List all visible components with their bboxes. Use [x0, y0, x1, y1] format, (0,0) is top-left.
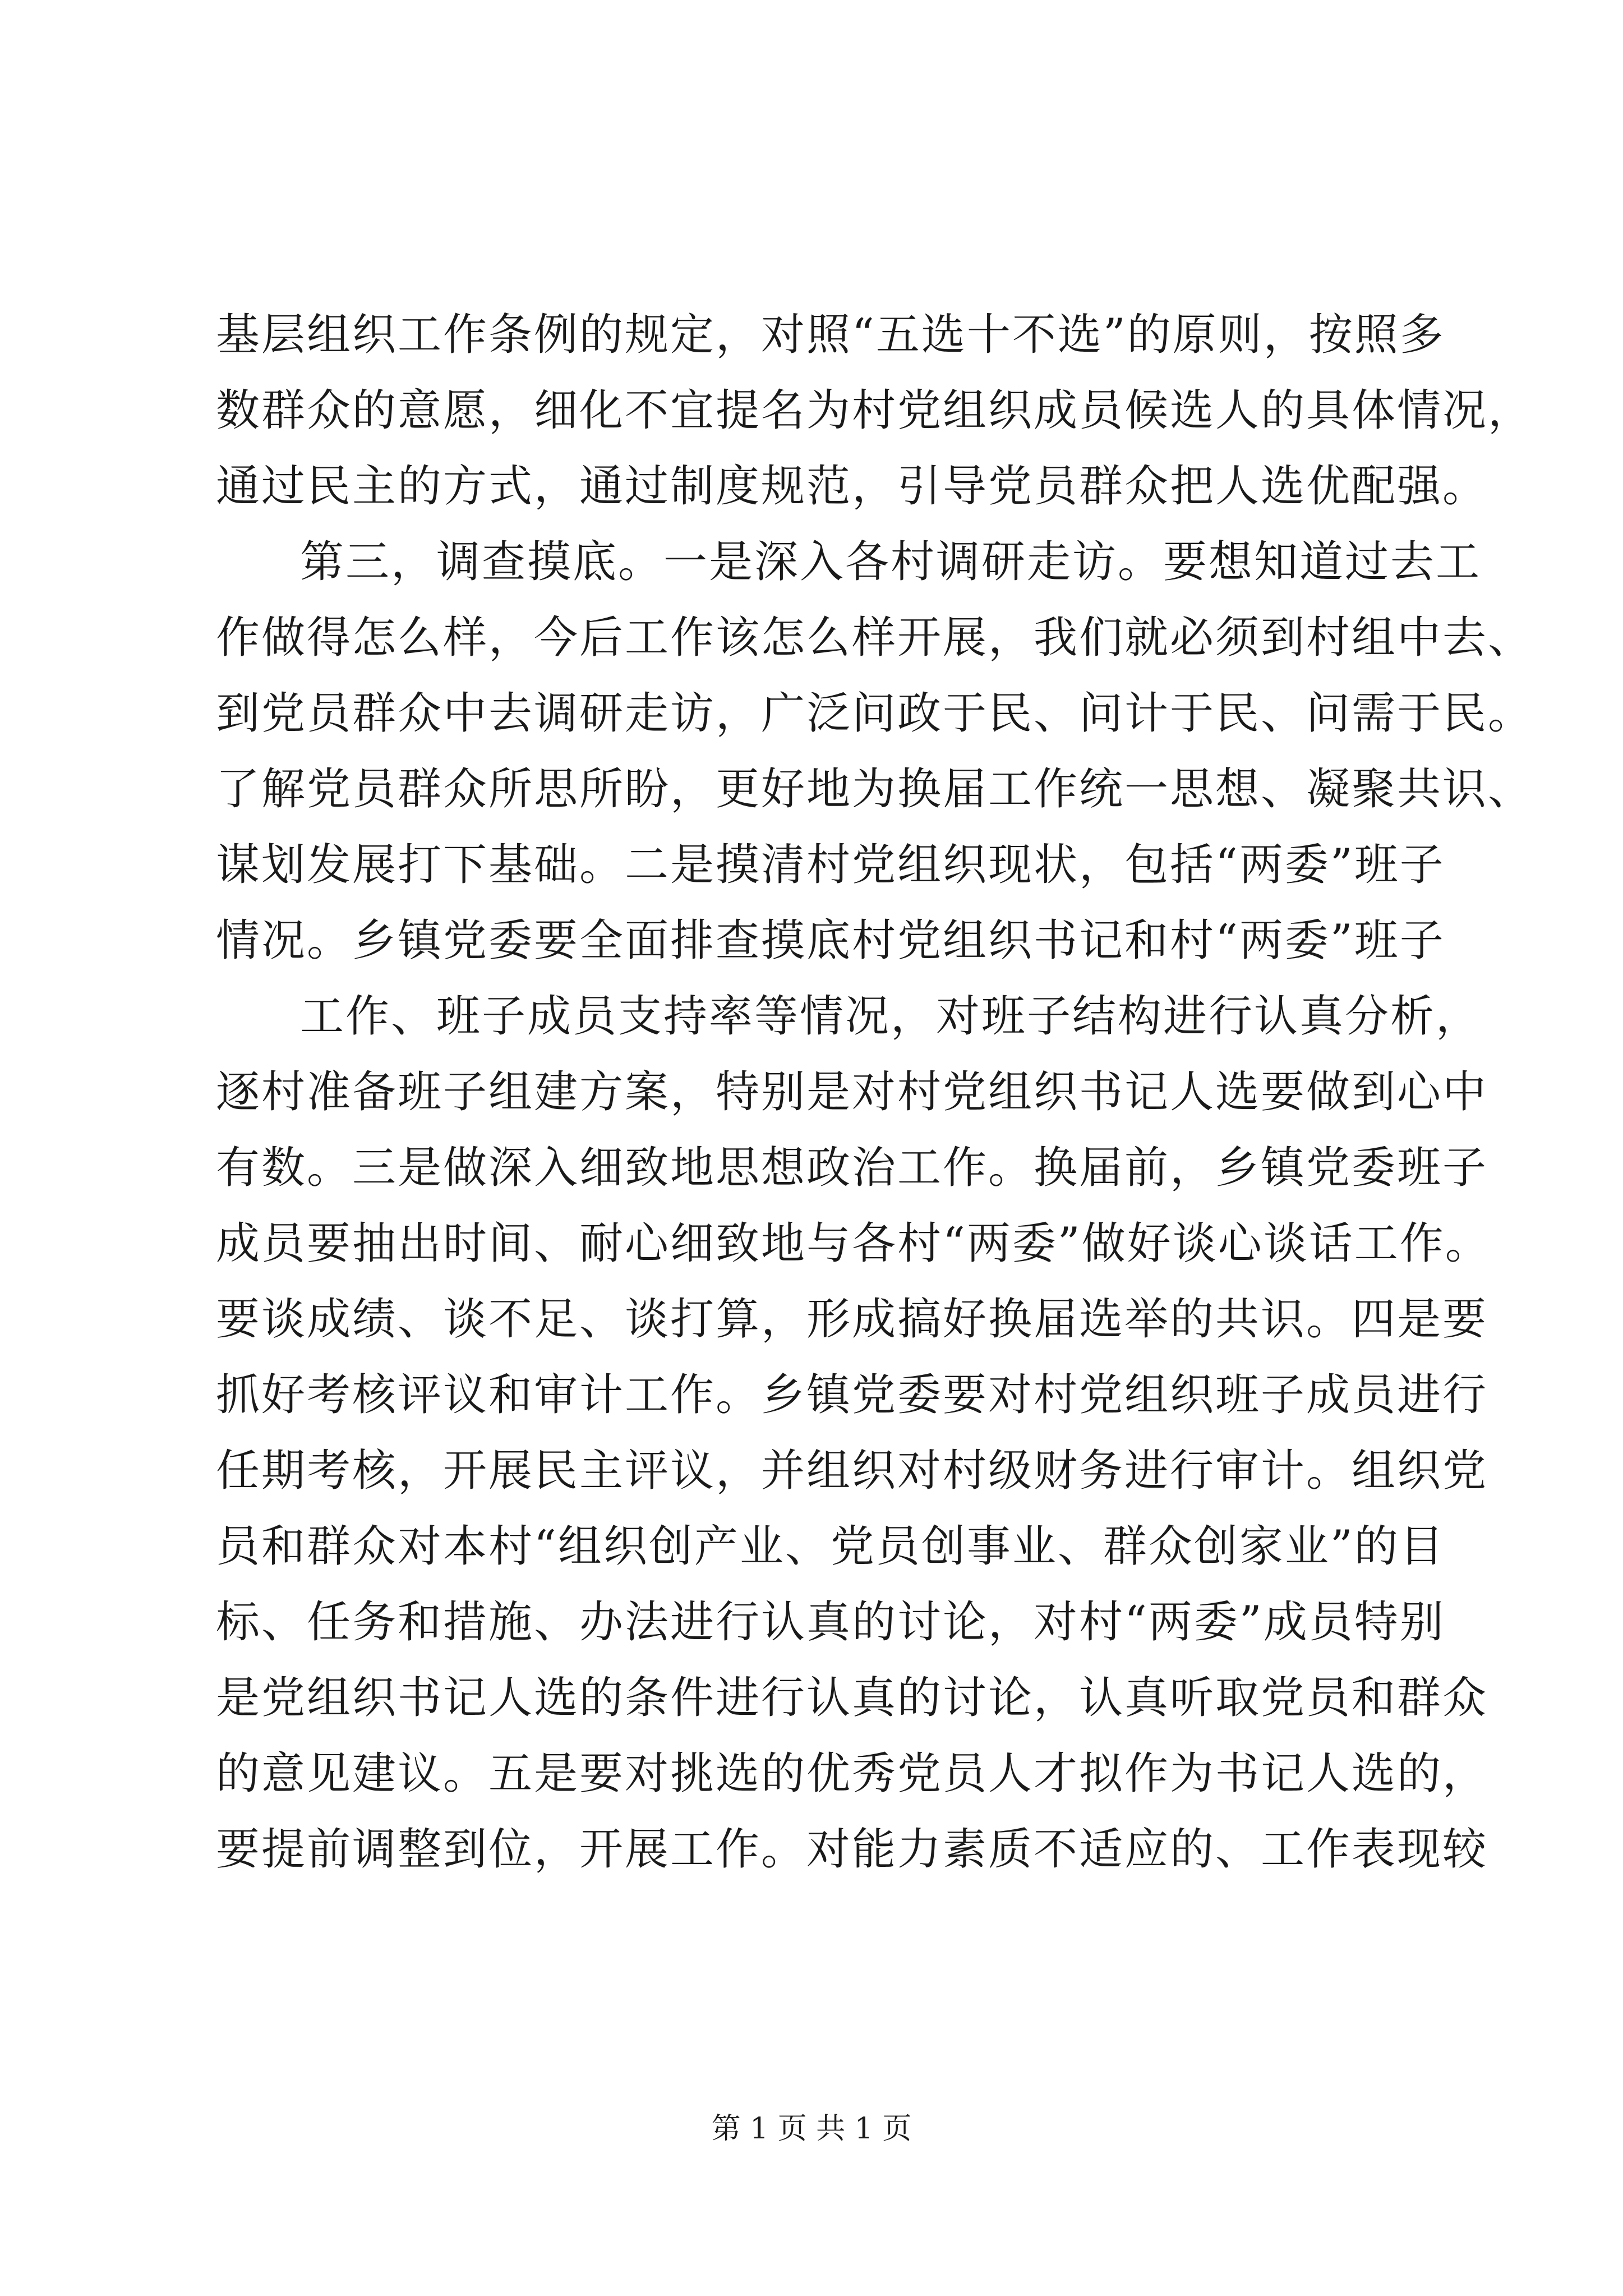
page-footer: 第 1 页 共 1 页	[711, 2112, 912, 2146]
text-line: 标、任务和措施、办法进行认真的讨论，对村“两委”成员特别	[216, 1597, 1445, 1648]
text-line: 是党组织书记人选的条件进行认真的讨论，认真听取党员和群众	[216, 1673, 1488, 1723]
text-line: 逐村准备班子组建方案，特别是对村党组织书记人选要做到心中	[216, 1067, 1488, 1117]
text-line: 了解党员群众所思所盼，更好地为换届工作统一思想、凝聚共识、	[216, 764, 1534, 815]
text-line: 作做得怎么样，今后工作该怎么样开展，我们就必须到村组中去、	[216, 613, 1534, 663]
text-line: 抓好考核评议和审计工作。乡镇党委要对村党组织班子成员进行	[216, 1370, 1488, 1420]
text-line: 要谈成绩、谈不足、谈打算，形成搞好换届选举的共识。四是要	[216, 1294, 1488, 1345]
text-line: 任期考核，开展民主评议，并组织对村级财务进行审计。组织党	[216, 1446, 1488, 1496]
text-line: 有数。三是做深入细致地思想政治工作。换届前，乡镇党委班子	[216, 1143, 1488, 1193]
document-body	[216, 297, 1534, 1888]
text-line: 数群众的意愿，细化不宜提名为村党组织成员候选人的具体情况，	[216, 385, 1534, 436]
text-line: 到党员群众中去调研走访，广泛问政于民、问计于民、问需于民。	[216, 688, 1534, 739]
paragraph-first-line: 工作、班子成员支持率等情况，对班子结构进行认真分析，	[300, 991, 1482, 1042]
text-line: 员和群众对本村“组织创产业、党员创事业、群众创家业”的目	[216, 1521, 1445, 1572]
paragraph-first-line: 第三，调查摸底。一是深入各村调研走访。要想知道过去工	[300, 537, 1482, 587]
text-line: 成员要抽出时间、耐心细致地与各村“两委”做好谈心谈话工作。	[216, 1218, 1491, 1269]
text-line: 的意见建议。五是要对挑选的优秀党员人才拟作为书记人选的，	[216, 1749, 1488, 1799]
text-line: 谋划发展打下基础。二是摸清村党组织现状，包括“两委”班子	[216, 840, 1445, 890]
text-line: 情况。乡镇党委要全面排查摸底村党组织书记和村“两委”班子	[216, 915, 1445, 966]
text-line: 基层组织工作条例的规定，对照“五选十不选”的原则，按照多	[216, 310, 1445, 360]
text-line: 通过民主的方式，通过制度规范，引导党员群众把人选优配强。	[216, 461, 1488, 512]
text-line: 要提前调整到位，开展工作。对能力素质不适应的、工作表现较	[216, 1824, 1488, 1875]
